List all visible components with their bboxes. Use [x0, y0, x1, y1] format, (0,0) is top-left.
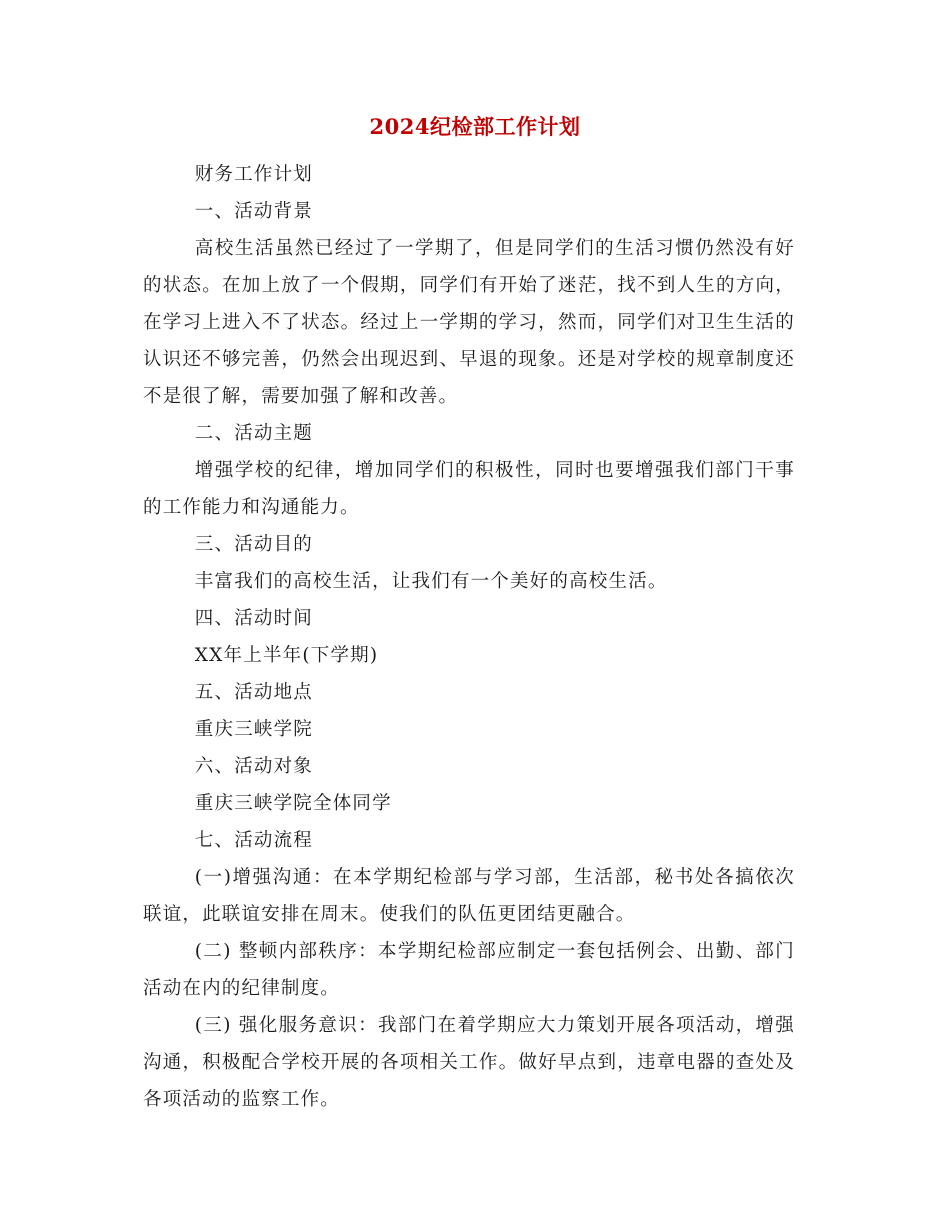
paragraph-process-2: (二) 整顿内部秩序：本学期纪检部应制定一套包括例会、出勤、部门活动在内的纪律制度。 — [143, 941, 795, 999]
paragraph-time: XX年上半年(下学期) — [194, 645, 379, 666]
section-heading-background: 一、活动背景 — [194, 201, 313, 222]
section-heading-location: 五、活动地点 — [194, 682, 313, 703]
paragraph-process-3: (三) 强化服务意识：我部门在着学期应大力策划开展各项活动，增强沟通，积极配合学校开展的各项相关工作。做好早点到，违章电器的查处及各项活动的监察工作。 — [143, 1015, 795, 1110]
paragraph-audience: 重庆三峡学院全体同学 — [194, 793, 392, 814]
paragraph-process-1: (一)增强沟通：在本学期纪检部与学习部，生活部，秘书处各搞依次联谊，此联谊安排在周末。使我们的队伍更团结更融合。 — [143, 867, 795, 925]
paragraph-subtitle: 财务工作计划 — [194, 164, 313, 185]
section-heading-theme: 二、活动主题 — [194, 423, 313, 444]
document-title: 2024纪检部工作计划 — [369, 114, 581, 139]
section-heading-audience: 六、活动对象 — [194, 756, 313, 777]
section-heading-purpose: 三、活动目的 — [194, 534, 313, 555]
paragraph-location: 重庆三峡学院 — [194, 719, 313, 740]
section-heading-process: 七、活动流程 — [194, 830, 313, 851]
section-heading-time: 四、活动时间 — [194, 608, 313, 629]
paragraph-theme: 增强学校的纪律，增加同学们的积极性，同时也要增强我们部门干事的工作能力和沟通能力。 — [143, 460, 795, 518]
paragraph-purpose: 丰富我们的高校生活，让我们有一个美好的高校生活。 — [194, 571, 668, 592]
paragraph-background: 高校生活虽然已经过了一学期了，但是同学们的生活习惯仍然没有好的状态。在加上放了一个假期，同学们有开始了迷茫，找不到人生的方向，在学习上进入不了状态。经过上一学期的学习，然而，同学们对卫生生活的认识还不够完善，仍然会出现迟到、早退的现象。还是对学校的规章制度还不是很了解，需要加强了解和改善。 — [143, 238, 795, 407]
document-body — [143, 156, 795, 1118]
